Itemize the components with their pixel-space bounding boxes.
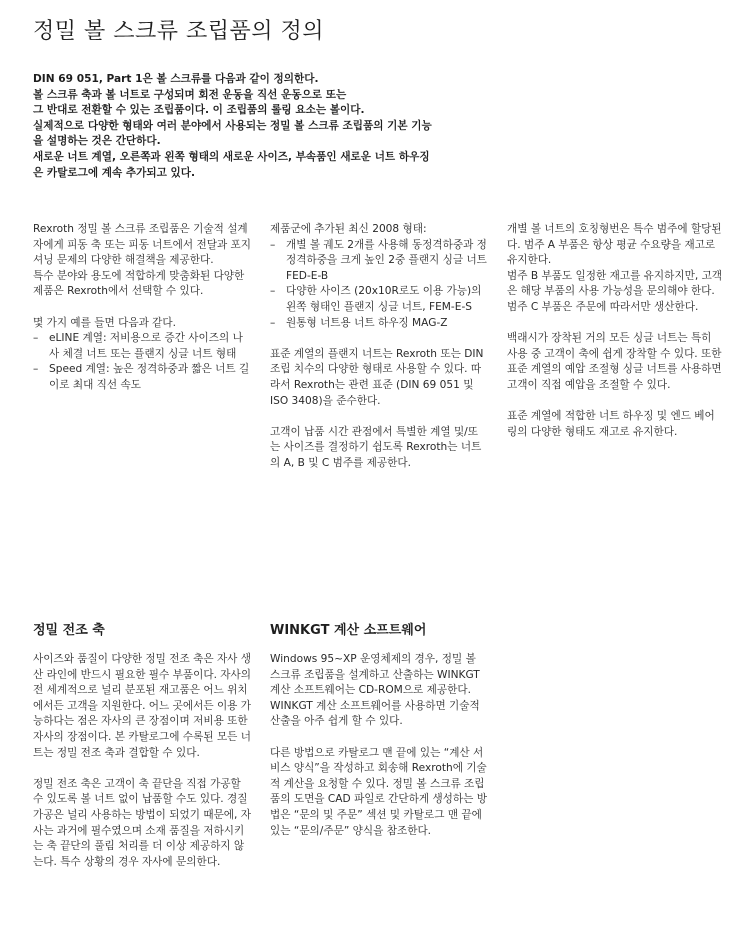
new-products-list bbox=[270, 238, 488, 332]
list-item: – eLINE 계열: 저비용으로 증간 사이즈의 나사 체결 너트 또는 플랜지 싱글 너트 형태 bbox=[33, 331, 251, 362]
column-3 bbox=[507, 222, 723, 440]
paragraph: 몇 가지 예를 들면 다음과 같다. bbox=[33, 316, 177, 329]
page-title: 정밀 볼 스크류 조립품의 정의 bbox=[33, 19, 324, 44]
list-item: – 다양한 사이즈 (20x10R로도 이용 가능)의 왼쪽 형태인 플랜지 싱글 너트, FEM-E-S bbox=[270, 284, 488, 315]
paragraph: 표준 계열의 플랜지 너트는 Rexroth 또는 DIN 조립 치수의 다양한 형태로 사용할 수 있다. 따라서 Rexroth는 관련 표준 (DIN 69 051 및 ISO 3408)을 준수한다. bbox=[270, 347, 484, 407]
paragraph: 개별 볼 너트의 호칭형번은 특수 범주에 할당된다. 범주 A 부품은 항상 평균 수요량을 재고로 유지한다. bbox=[507, 223, 722, 267]
list-item: – 원통형 너트용 너트 하우징 MAG-Z bbox=[270, 316, 488, 332]
paragraph: 고객이 납품 시간 관점에서 특별한 계열 및/또는 사이즈를 결정하기 쉽도록 Rexroth는 너트의 A, B 및 C 범주를 제공한다. bbox=[270, 425, 482, 469]
rolled-shaft-section bbox=[33, 652, 251, 870]
paragraph: 백래시가 장착된 거의 모든 싱글 너트는 특히 사용 중 고객이 축에 쉽게 장착할 수 있다. 또한 표준 계열의 예압 조절형 싱글 너트를 사용하면 고객이 직접 예압을 조절할 수 있다. bbox=[507, 332, 722, 391]
list-item: – Speed 계열: 높은 정격하중과 짧은 너트 길이로 최대 직선 속도 bbox=[33, 362, 251, 393]
paragraph: Windows 95~XP 운영체제의 경우, 정밀 볼 스크류 조립품을 설계하고 산출하는 WINKGT 계산 소프트웨어는 CD-ROM으로 제공한다. WINKGT 계산 소프트웨어를 사용하면 기술적 산출을 아주 쉽게 할 수 있다. bbox=[270, 653, 480, 728]
list-item: – 개별 볼 궤도 2개를 사용해 동정격하중과 정정격하중을 크게 높인 2중 플랜지 싱글 너트 FED-E-B bbox=[270, 238, 488, 285]
paragraph: 표준 계열에 적합한 너트 하우징 및 엔드 베어링의 다양한 형태도 재고로 유지한다. bbox=[507, 410, 715, 438]
paragraph: 범주 B 부품도 일정한 재고를 유지하지만, 고객은 해당 부품의 사용 가능성을 문의해야 한다. 범주 C 부품은 주문에 따라서만 생산한다. bbox=[507, 269, 723, 313]
winkgt-section bbox=[270, 652, 488, 839]
column-2 bbox=[270, 222, 488, 472]
intro-line: 은 카탈로그에 계속 추가되고 있다. bbox=[33, 166, 196, 179]
paragraph: Rexroth 정밀 볼 스크류 조립품은 기술적 설계자에게 피동 축 또는 피동 너트에서 전달과 포지셔닝 문제의 다양한 해결책을 제공한다. bbox=[33, 223, 252, 267]
intro-line: DIN 69 051, Part 1은 볼 스크류를 다음과 같이 정의한다. bbox=[33, 73, 319, 85]
paragraph: 특수 분야와 용도에 적합하게 맞춤화된 다양한 제품은 Rexroth에서 선택할 수 있다. bbox=[33, 269, 245, 298]
intro-block bbox=[33, 72, 723, 181]
section-heading-rolled-shaft: 정밀 전조 축 bbox=[33, 623, 105, 638]
paragraph: 제품군에 추가된 최신 2008 형태: bbox=[270, 223, 427, 235]
section-heading-winkgt: WINKGT 계산 소프트웨어 bbox=[270, 623, 427, 638]
column-1 bbox=[33, 222, 251, 394]
intro-line: 을 설명하는 것은 간단하다. bbox=[33, 135, 161, 148]
paragraph: 다른 방법으로 카탈로그 맨 끝에 있는 “계산 서비스 양식”을 작성하고 회송해 Rexroth에 기술적 계산을 요청할 수 있다. 정밀 볼 스크류 조립품의 도면을 CAD 파일로 간단하게 생성하는 방법은 “문의 및 주문” 섹션 및 카탈로그 맨 끝에 있는 “문의/주문” 양식을 참조한다. bbox=[270, 746, 487, 837]
paragraph: 사이즈와 품질이 다양한 정밀 전조 축은 자사 생산 라인에 반드시 필요한 필수 부품이다. 자사의 전 세계적으로 널리 분포된 재고품은 어느 위치에서든 고객을 지원한다. 어느 곳에서든 이용 가능하다는 점은 자사의 큰 장점이며 저비용 또한 자사의 장점이다. 본 카탈로그에 수록된 모든 너트는 정밀 전조 축과 결합할 수 있다. bbox=[33, 653, 252, 759]
paragraph: 정밀 전조 축은 고객이 축 끝단을 직접 가공할 수 있도록 볼 너트 없이 납품할 수도 있다. 경질 가공은 널리 사용하는 방법이 되었기 때문에, 자사는 과거에 필수였으며 소재 품질을 저하시키는 축 끝단의 풀림 처리를 더 이상 제공하지 않는다. 특수 상황의 경우 자사에 문의한다. bbox=[33, 777, 252, 868]
intro-line: 볼 스크류 축과 볼 너트로 구성되며 회전 운동을 직선 운동으로 또는 bbox=[33, 88, 347, 101]
intro-line: 새로운 너트 계열, 오른쪽과 왼쪽 형태의 새로운 사이즈, 부속품인 새로운 너트 하우징 bbox=[33, 150, 430, 163]
intro-line: 그 반대로 전환할 수 있는 조립품이다. 이 조립품의 롤링 요소는 볼이다. bbox=[33, 104, 365, 117]
intro-line: 실제적으로 다양한 형태와 여러 분야에서 사용되는 정밀 볼 스크류 조립품의 기본 기능 bbox=[33, 119, 432, 132]
example-list bbox=[33, 331, 251, 393]
